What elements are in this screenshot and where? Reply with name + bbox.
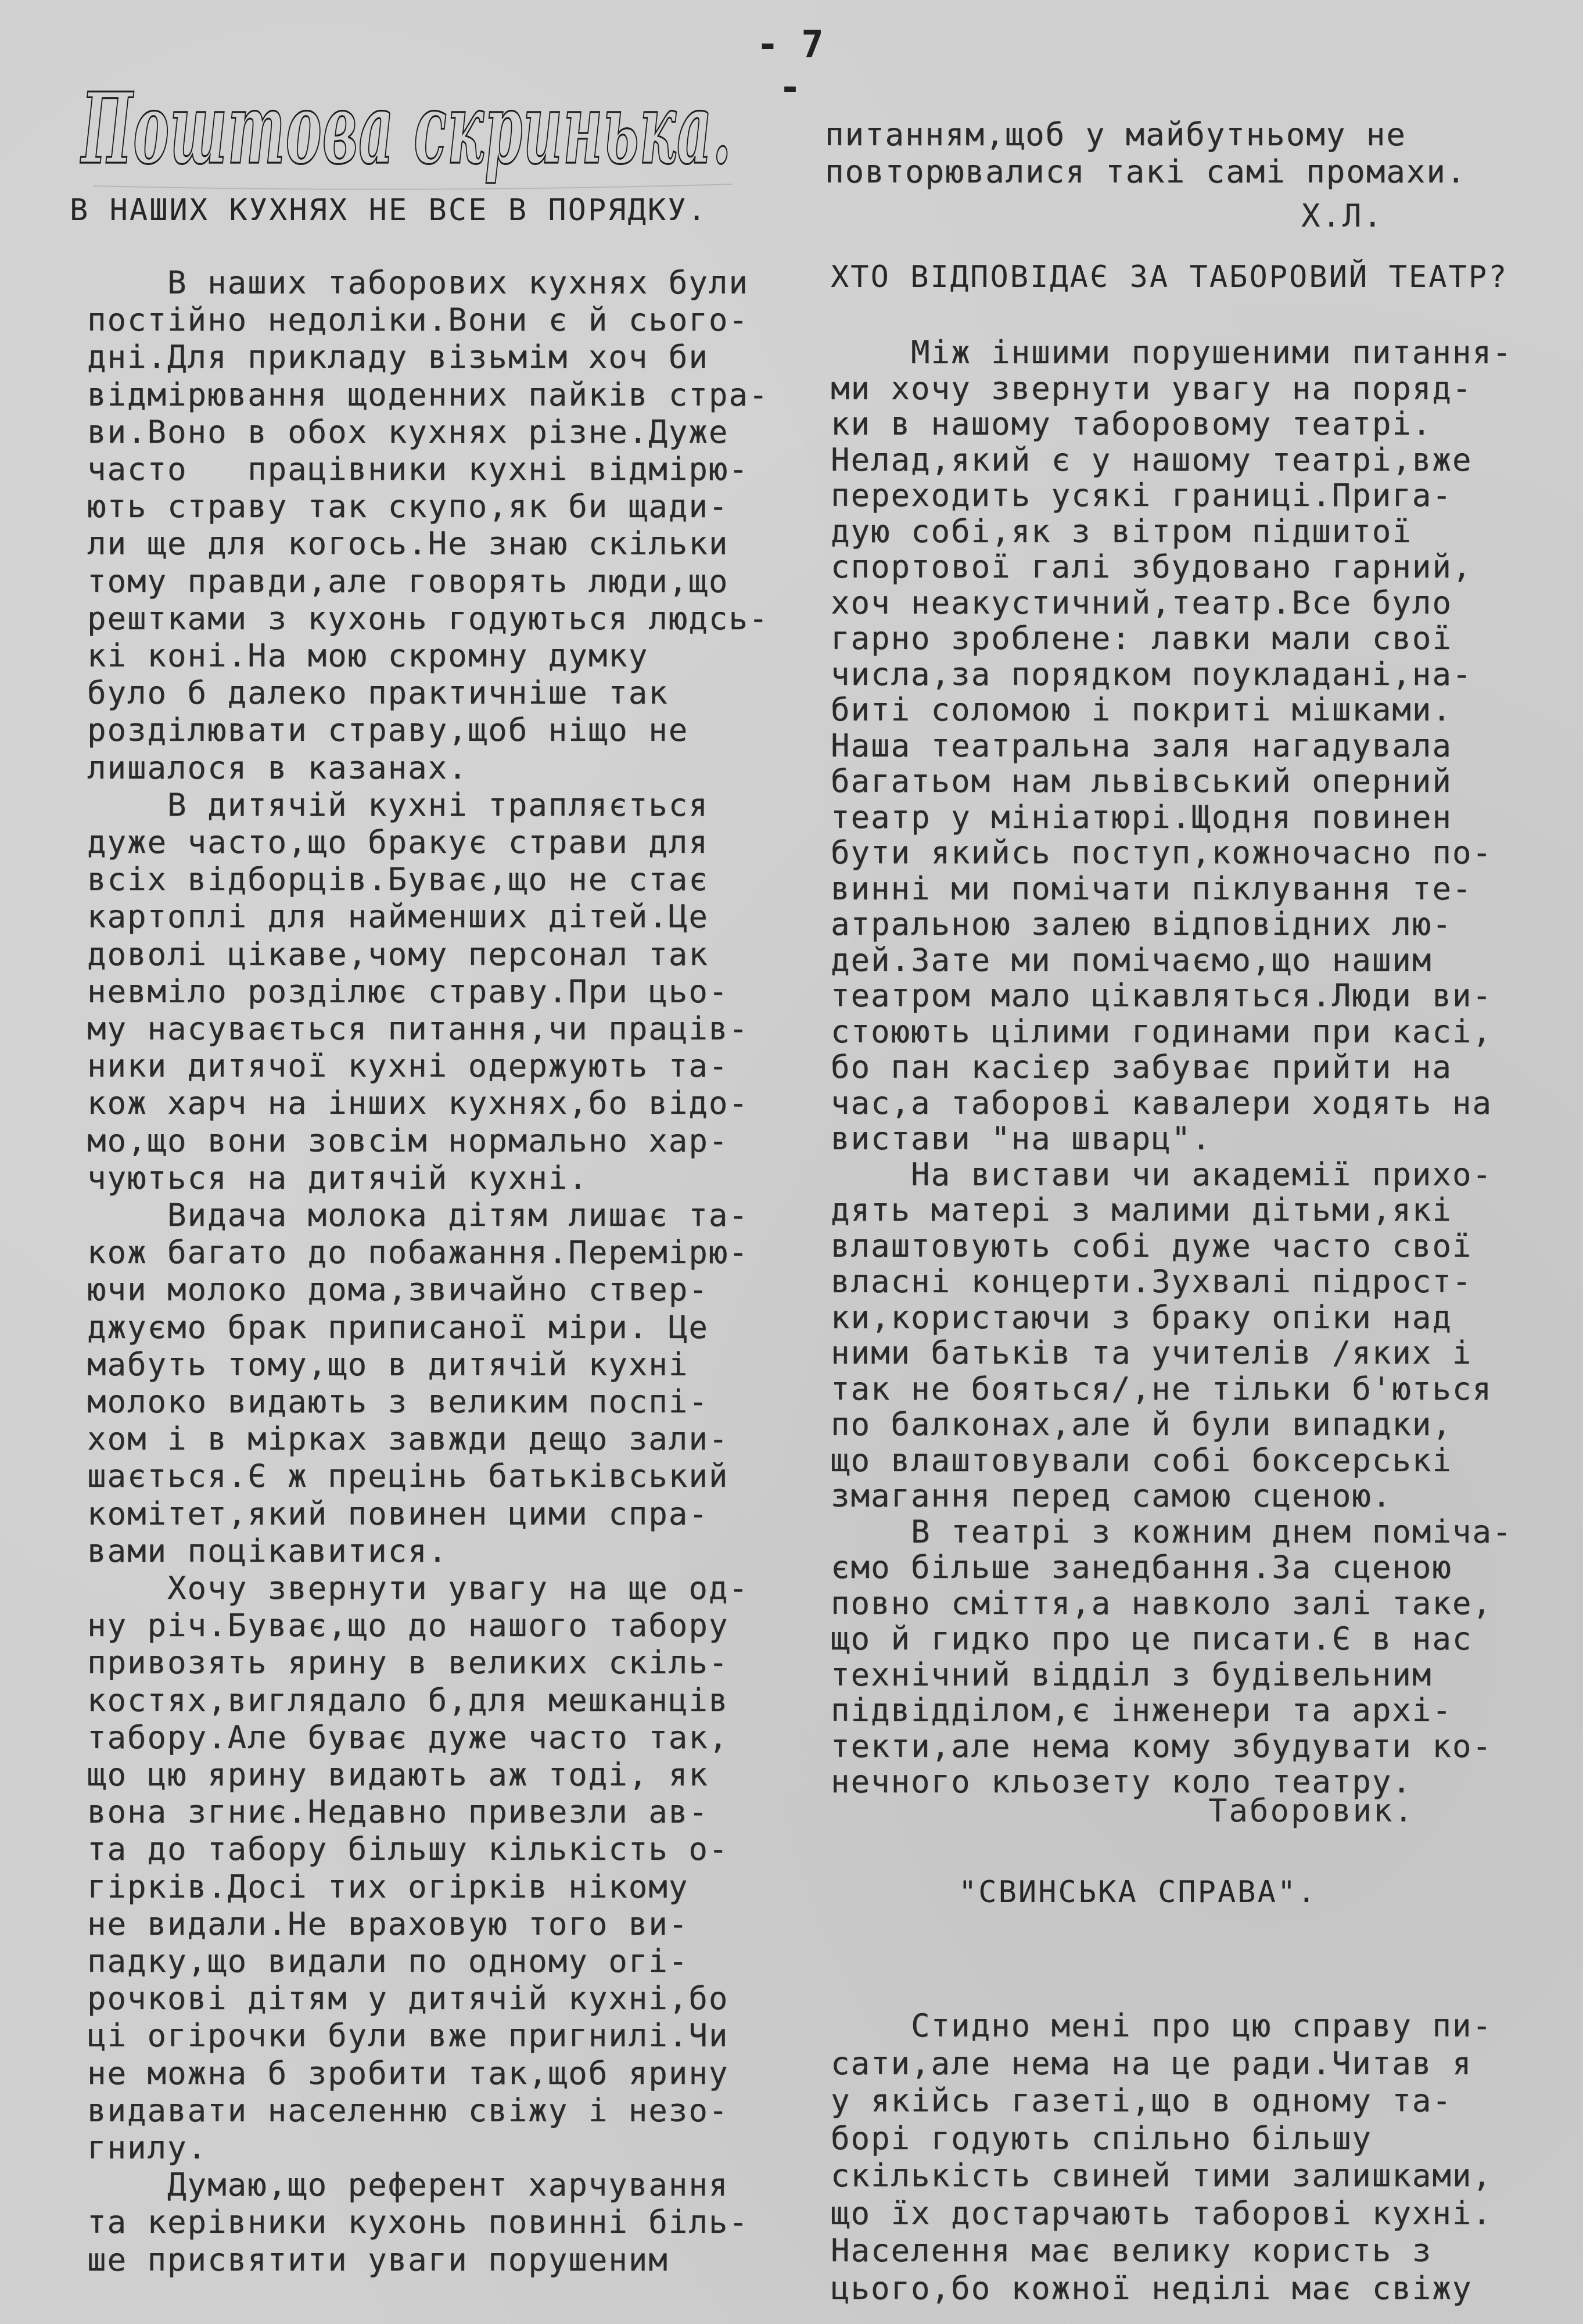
text-line: ну річ.Буває,що до нашого табору [87,1607,729,1644]
text-line: що й гидко про це писати.Є в нас [831,1620,1473,1657]
text-line: переходить усякі границі.Прига- [831,477,1452,514]
text-line: бути якийсь поступ,кожночасно по- [831,834,1492,871]
text-line: кож харч на інших кухнях,бо відо- [87,1085,749,1122]
text-line: текти,але нема кому збудувати ко- [831,1727,1492,1764]
text-line: розділювати страву,щоб ніщо не [87,712,689,749]
masthead-lettering [76,61,749,195]
text-line: стоюють цілими годинами при касі, [831,1013,1492,1050]
text-line: що цю ярину видають аж тоді, як [87,1756,709,1793]
text-line: привозять ярину в великих скіль- [87,1644,729,1681]
text-line: невміло розділює страву.При цьо- [87,973,729,1010]
text-line: ки в нашому таборовому театрі. [831,406,1433,442]
text-line: що влаштовували собі боксерські [831,1441,1452,1479]
text-line: час,а таборові кавалери ходять на [831,1084,1492,1121]
text-line: картоплі для найменших дітей.Це [87,898,709,935]
text-line: вона згниє.Недавно привезли ав- [87,1794,709,1831]
text-line: рочкові дітям у дитячій кухні,бо [87,1980,729,2017]
text-line: Наша театральна заля нагадувала [831,727,1452,764]
text-line: дую собі,як з вітром підшитої [831,512,1412,550]
text-line: джуємо брак приписаної міри. Це [87,1308,709,1346]
text-line: шається.Є ж прецінь батьківський [87,1458,729,1495]
text-line: борі годують спільно більшу [831,2119,1372,2157]
text-line: мо,що вони зовсім нормально хар- [87,1122,729,1159]
text-line: по балконах,але й були випадки, [831,1406,1452,1443]
text-line: падку,що видали по одному огі- [87,1943,689,1979]
text-line: винні ми помічати піклування те- [831,870,1473,907]
text-line: видавати населенню свіжу і незо- [87,2092,729,2129]
text-line: В театрі з кожним днем поміча- [831,1513,1513,1550]
text-line: відмірювання щоденних пайків стра- [87,376,769,413]
text-line: всіх відборців.Буває,що не стає [87,861,709,898]
text-line: молоко видають з великим поспі- [87,1383,709,1420]
signature-taborovyk: Таборовик. [1208,1792,1415,1829]
text-line: Видача молока дітям лишає та- [87,1197,749,1233]
text-line: часто працівники кухні відмірю- [87,451,749,487]
text-line: ви.Воно в обох кухнях різне.Дуже [87,413,729,450]
text-line: у якійсь газеті,що в одному та- [831,2082,1452,2119]
text-line: ючи молоко дома,звичайно ствер- [87,1271,709,1308]
text-line: В дитячій кухні трапляється [87,786,709,823]
text-line: питанням,щоб у майбутньому не [825,116,1406,153]
text-line: Між іншими порушеними питання- [831,334,1513,371]
article-heading-theatre: ХТО ВІДПОВІДАЄ ЗА ТАБОРОВИЙ ТЕАТР? [831,260,1509,295]
text-line: гірків.Досі тих огірків нікому [87,1868,689,1905]
text-line: табору.Але буває дуже часто так, [87,1719,729,1756]
article-heading-pigs: "СВИНСЬКА СПРАВА". [959,1875,1318,1910]
text-line: хоч неакустичний,театр.Все було [831,584,1452,621]
text-line: лишалося в казанах. [87,749,468,786]
text-line: На вистави чи академії прихо- [831,1156,1492,1193]
text-line: та до табору більшу кількість о- [87,1831,729,1868]
text-line: Думаю,що референт харчування [87,2167,729,2204]
text-line: ли ще для когось.Не знаю скільки [87,525,729,562]
masthead-title [76,61,749,195]
text-line: ними батьків та учителів /яких і [831,1335,1473,1371]
text-line: кі коні.На мою скромну думку [87,637,649,674]
masthead-text: Поштова скринька. [80,71,732,186]
text-line: числа,за порядком поукладані,на- [831,655,1473,693]
text-line: багатьом нам львівський оперний [831,763,1452,799]
text-line: театр у мініатюрі.Щодня повинен [831,798,1452,835]
text-line: та керівники кухонь повинні біль- [87,2204,749,2241]
text-line: чуються на дитячій кухні. [87,1159,588,1196]
text-line: комітет,який повинен цими спра- [87,1495,709,1532]
text-line: дять матері з малими дітьми,які [831,1192,1452,1228]
text-line: технічний відділ з будівельним [831,1656,1433,1693]
text-line: ці огірочки були вже пригнилі.Чи [87,2017,729,2054]
article-heading-kitchens: В НАШИХ КУХНЯХ НЕ ВСЕ В ПОРЯДКУ. [70,193,708,228]
text-line: повно сміття,а навколо залі таке, [831,1584,1492,1622]
text-line: дей.Зате ми помічаємо,що нашим [831,941,1433,978]
text-line: Населення має велику користь з [831,2232,1433,2269]
signature-hl: Х.Л. [1301,198,1384,234]
text-line: биті соломою і покриті мішками. [831,691,1452,728]
text-line: дуже часто,що бракує страви для [87,824,709,860]
text-line: мабуть тому,що в дитячій кухні [87,1346,689,1383]
text-line: скількість свиней тими залишками, [831,2157,1492,2194]
text-line: тому правди,але говорять люди,що [87,562,729,600]
text-line: власні концерти.Зухвалі підрост- [831,1263,1473,1300]
text-line: ки,користаючи з браку опіки над [831,1299,1452,1336]
text-line: не можна б зробити так,щоб ярину [87,2054,729,2092]
text-line: дні.Для прикладу візьмім хоч би [87,339,709,376]
text-line: спортової галі збудовано гарний, [831,548,1473,585]
text-line: Стидно мені про цю справу пи- [831,2007,1492,2044]
text-line: постійно недоліки.Вони є й сього- [87,302,749,339]
text-line: змагання перед самою сценою. [831,1477,1392,1514]
text-line: Хочу звернути увагу на ще од- [87,1570,749,1606]
text-line: бо пан касієр забуває прийти на [831,1049,1452,1085]
text-line: костях,виглядало б,для мешканців [87,1681,729,1719]
text-line: кож багато до побажання.Перемірю- [87,1234,749,1271]
text-line: Нелад,який є у нашому театрі,вже [831,441,1473,478]
text-line: рештками з кухонь годуються людсь- [87,600,769,637]
text-line: не видали.Не враховую того ви- [87,1905,689,1942]
text-line: ники дитячої кухні одержують та- [87,1048,729,1085]
text-line: гарно зроблене: лавки мали свої [831,620,1452,657]
text-line: му насувається питання,чи праців- [87,1010,749,1047]
text-line: нечного кльозету коло театру. [831,1763,1412,1800]
text-line: так не бояться/,не тільки б'ються [831,1370,1492,1407]
text-line: сати,але нема на це ради.Читав я [831,2045,1473,2082]
text-line: цього,бо кожної неділі має свіжу [831,2269,1473,2307]
text-line: було б далеко практичніше так [87,675,669,712]
text-line: підвідділом,є інженери та архі- [831,1692,1452,1728]
text-line: вами поцікавитися. [87,1532,448,1569]
text-line: вистави "на шварц". [831,1120,1212,1157]
text-line: що їх достарчають таборові кухні. [831,2194,1492,2232]
text-line: В наших таборових кухнях були [87,264,749,301]
text-line: влаштовують собі дуже часто свої [831,1227,1473,1264]
text-line: ють страву так скупо,як би щади- [87,488,729,525]
text-line: театром мало цікавляться.Люди ви- [831,977,1492,1014]
text-line: повторювалися такі самі промахи. [825,153,1467,190]
text-line: ше присвятити уваги порушеним [87,2241,669,2278]
text-line: гнилу. [87,2129,208,2166]
text-line: ми хочу звернути увагу на поряд- [831,370,1473,407]
page-number: - 7 - [756,23,824,109]
text-line: атральною залею відповідних лю- [831,906,1452,942]
text-line: хом і в мірках завжди дещо зали- [87,1421,729,1458]
text-line: ємо більше занедбання.За сценою [831,1549,1452,1586]
text-line: доволі цікаве,чому персонал так [87,935,709,973]
